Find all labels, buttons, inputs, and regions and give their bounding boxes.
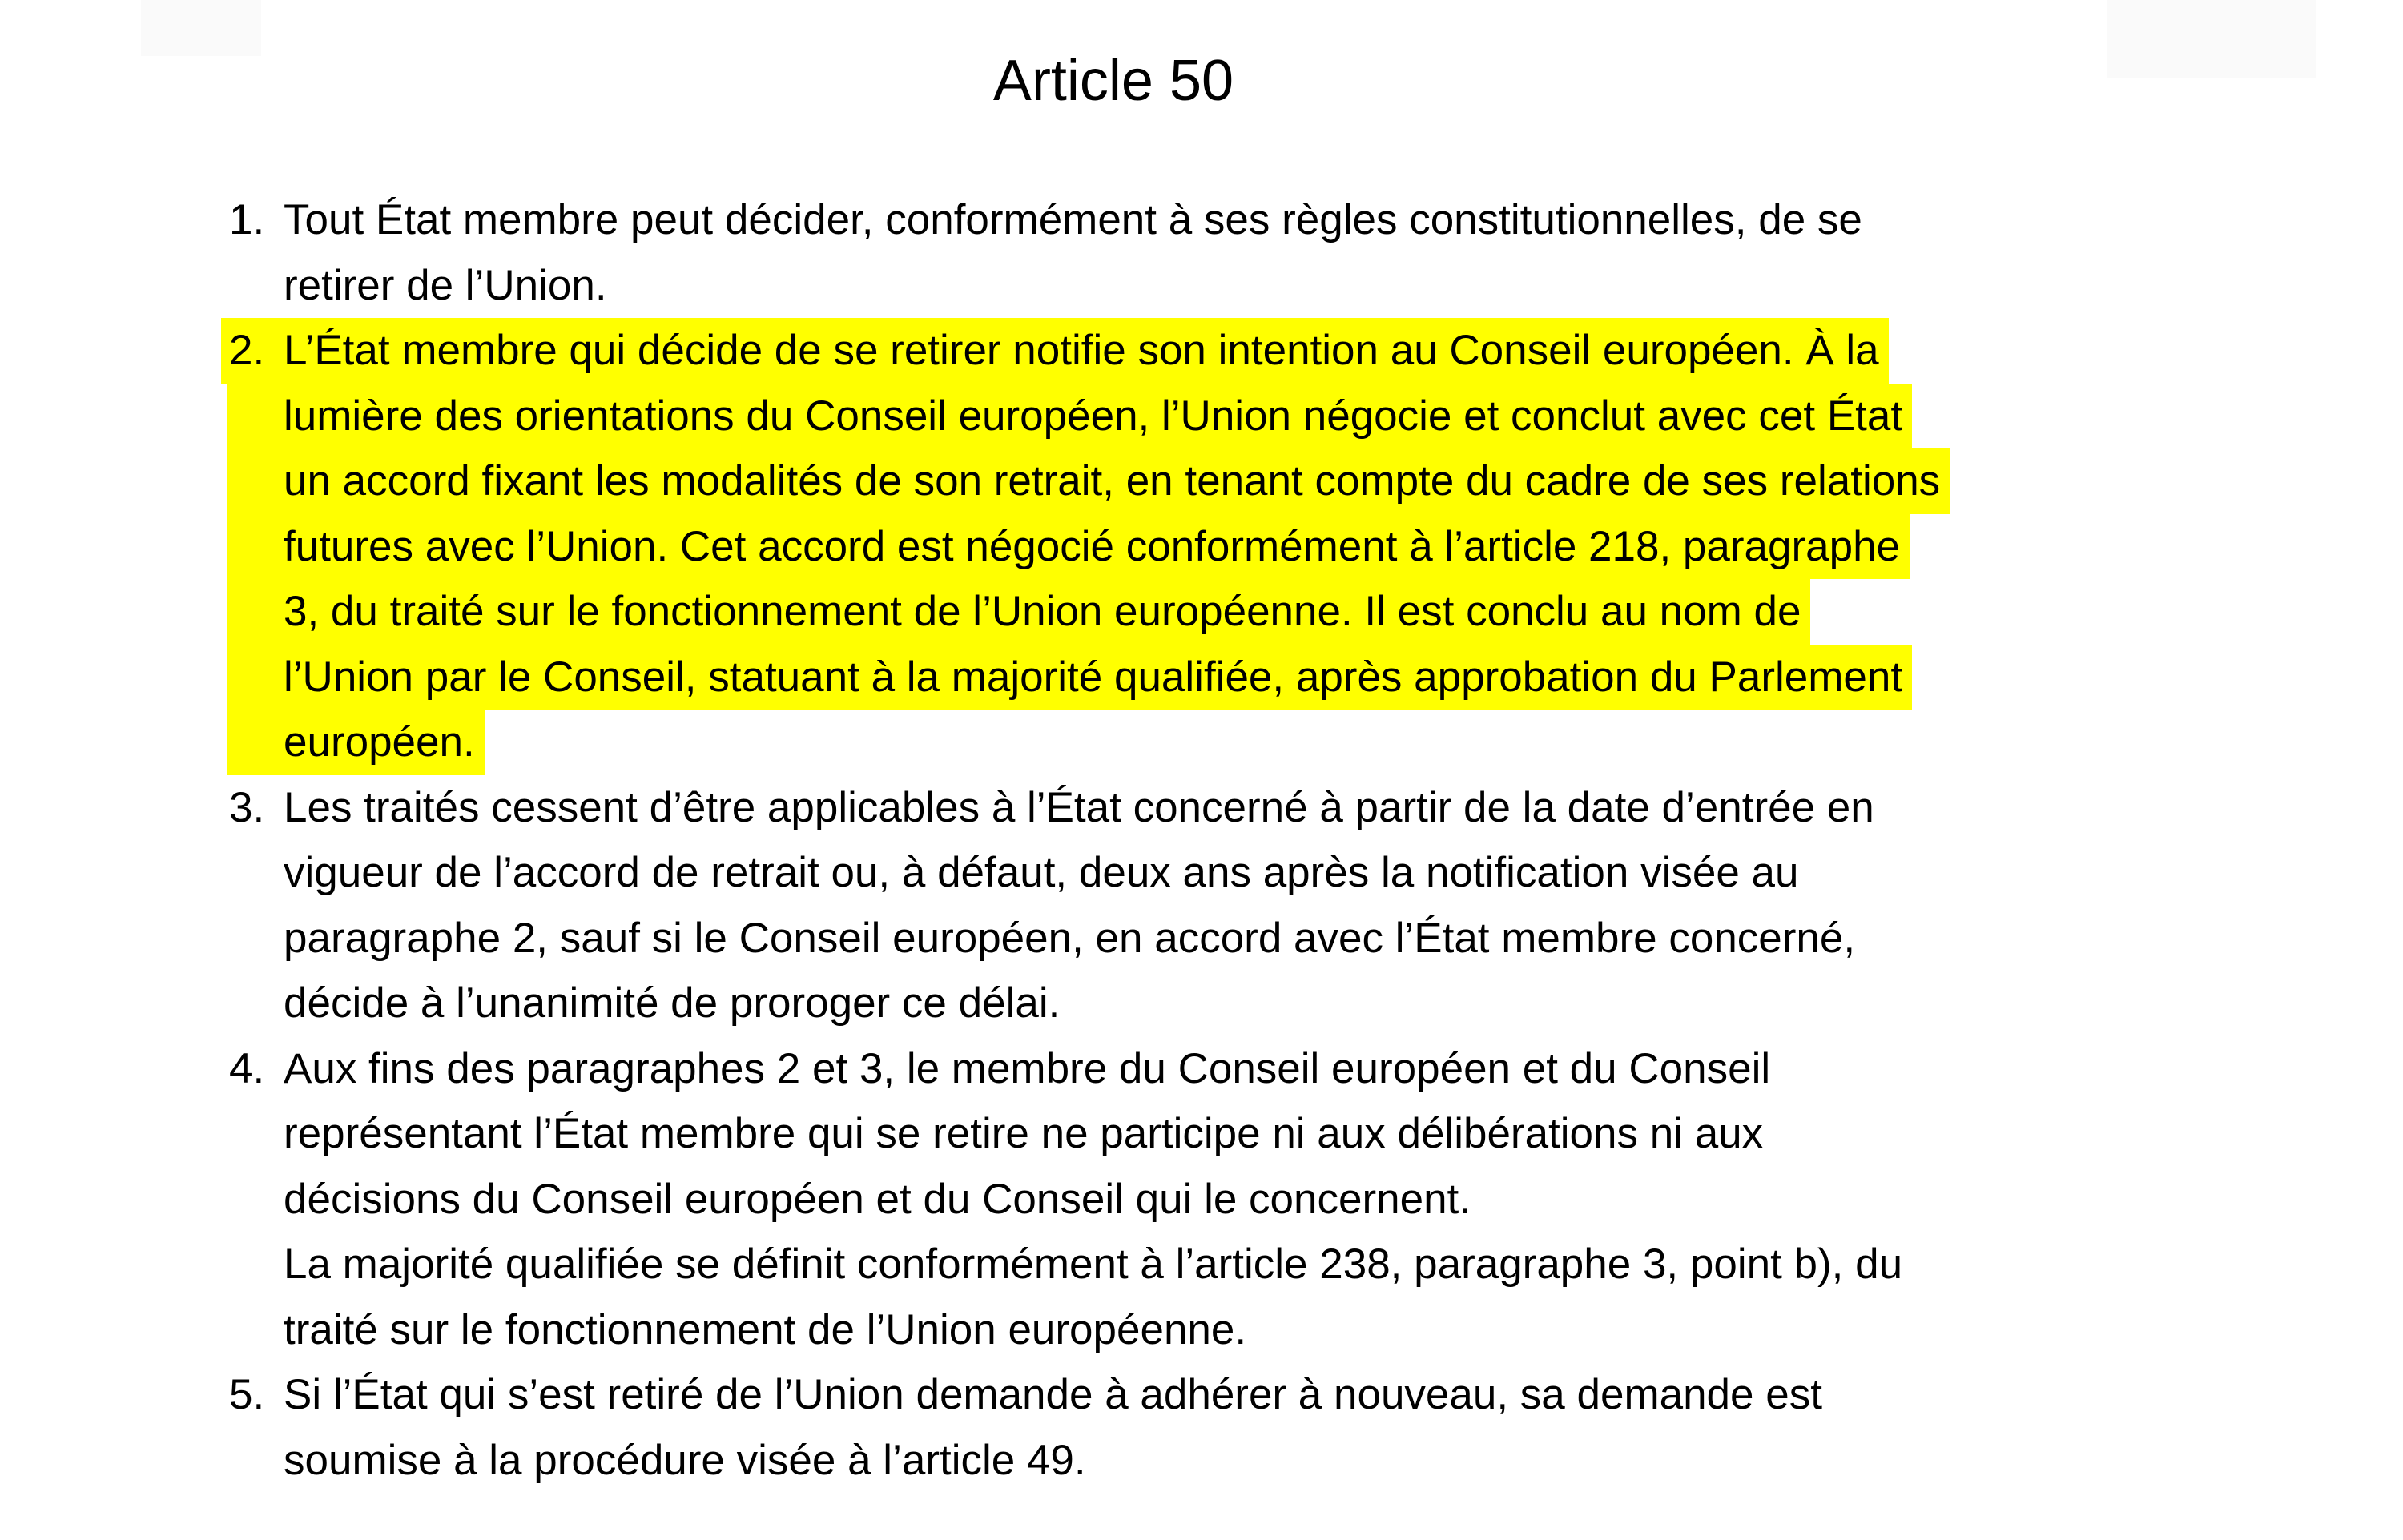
paragraph-line-text: 3, du traité sur le fonctionnement de l’Union européenne. Il est conclu au nom de xyxy=(227,579,1810,645)
paragraph-line-text: futures avec l’Union. Cet accord est négocié conformément à l’article 218, paragraphe xyxy=(227,514,1910,580)
paragraph-number: 1. xyxy=(229,196,265,243)
paragraph-line xyxy=(284,645,2190,710)
paragraph-line-text: vigueur de l’accord de retrait ou, à défaut, deux ans après la notification visée au xyxy=(284,849,1799,896)
paragraph-line-text: Les traités cessent d’être applicables à l’État concerné à partir de la date d’entrée en xyxy=(284,783,1874,831)
paragraph-number: 2. xyxy=(229,318,264,384)
paragraph-number: 3. xyxy=(229,783,265,831)
paragraph-line xyxy=(284,1167,2190,1232)
paragraph-line-text: L’État membre qui décide de se retirer notifie son intention au Conseil européen. À la xyxy=(227,318,1889,384)
paragraph-line xyxy=(284,318,2190,384)
paragraph-line-text: paragraphe 2, sauf si le Conseil européen, en accord avec l’État membre concerné, xyxy=(284,914,1856,962)
paragraph-line xyxy=(284,906,2190,971)
paragraph-line-text: Tout État membre peut décider, conformément à ses règles constitutionnelles, de se xyxy=(284,196,1862,243)
article-title: Article 50 xyxy=(992,49,1234,113)
article-paragraph-list xyxy=(0,187,2403,1493)
paragraph-line xyxy=(284,187,2190,253)
paragraph-line xyxy=(284,448,2190,514)
paragraph-line xyxy=(284,514,2190,580)
paragraph-line-text: traité sur le fonctionnement de l’Union européenne. xyxy=(284,1305,1247,1353)
paragraph-line xyxy=(284,384,2190,449)
paragraph-line-text: retirer de l’Union. xyxy=(284,261,607,309)
paragraph-line xyxy=(284,840,2190,906)
paragraph-line xyxy=(284,1036,2190,1102)
paragraph-line-text: un accord fixant les modalités de son retrait, en tenant compte du cadre de ses relations xyxy=(227,448,1950,514)
paragraph-line-text: décisions du Conseil européen et du Conseil qui le concernent. xyxy=(284,1175,1471,1223)
paragraph-line-text: décide à l’unanimité de proroger ce délai. xyxy=(284,979,1061,1027)
article-paragraph-4 xyxy=(0,1036,2190,1363)
paragraph-line xyxy=(284,1101,2190,1167)
paragraph-line-text: Aux fins des paragraphes 2 et 3, le membre du Conseil européen et du Conseil xyxy=(284,1044,1771,1092)
paragraph-line-text: lumière des orientations du Conseil européen, l’Union négocie et conclut avec cet État xyxy=(227,384,1912,449)
paragraph-line xyxy=(284,1362,2190,1428)
paragraph-line xyxy=(284,253,2190,319)
paragraph-line-text: l’Union par le Conseil, statuant à la majorité qualifiée, après approbation du Parlement xyxy=(227,645,1912,710)
paragraph-line-text: soumise à la procédure visée à l’article 49. xyxy=(284,1436,1086,1484)
paragraph-number: 4. xyxy=(229,1044,265,1092)
paragraph-line-text: représentant l’État membre qui se retire ne participe ni aux délibérations ni aux xyxy=(284,1110,1764,1157)
paragraph-line xyxy=(284,710,2190,775)
article-paragraph-3 xyxy=(0,775,2190,1036)
paragraph-line xyxy=(284,1232,2190,1297)
paragraph-line xyxy=(284,1297,2190,1363)
article-paragraph-5 xyxy=(0,1362,2190,1493)
paragraph-line xyxy=(284,775,2190,841)
paragraph-line-text: européen. xyxy=(227,710,485,775)
paragraph-line xyxy=(284,971,2190,1036)
article-paragraph-1 xyxy=(0,187,2190,318)
paragraph-line-text: Si l’État qui s’est retiré de l’Union demande à adhérer à nouveau, sa demande est xyxy=(284,1371,1822,1418)
paragraph-line xyxy=(284,1428,2190,1494)
paragraph-line xyxy=(284,579,2190,645)
paragraph-number: 5. xyxy=(229,1371,265,1418)
paragraph-line-text: La majorité qualifiée se définit conformément à l’article 238, paragraphe 3, point b), du xyxy=(284,1240,1903,1288)
article-paragraph-2 xyxy=(0,318,2190,775)
